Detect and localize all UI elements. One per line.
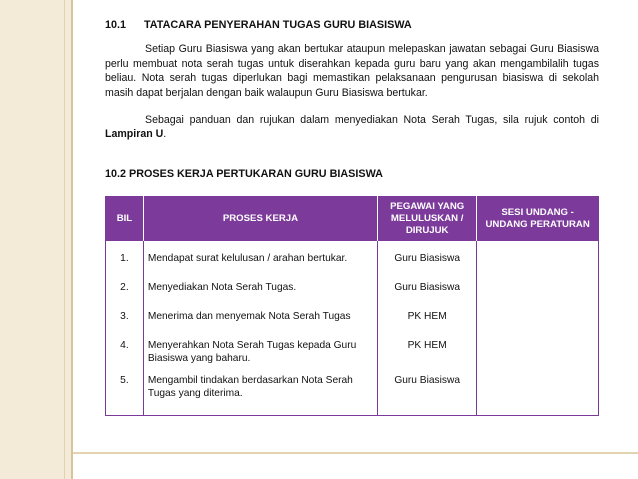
table-row xyxy=(106,375,599,416)
cell-sesi xyxy=(477,375,599,416)
table-row xyxy=(106,311,599,340)
lampiran-reference: Lampiran U xyxy=(105,128,164,141)
paragraph-2-end: . xyxy=(163,128,167,141)
cell-sesi xyxy=(477,253,599,282)
paragraph-2 xyxy=(105,113,599,142)
cell-proses: Mendapat surat kelulusan / arahan bertukar. xyxy=(143,253,377,282)
header-pegawai: PEGAWAI YANG MELULUSKAN / DIRUJUK xyxy=(378,197,477,242)
cell-bil: 5. xyxy=(106,375,144,416)
cell-pegawai: Guru Biasiswa xyxy=(378,282,477,311)
cell-pegawai: Guru Biasiswa xyxy=(378,375,477,416)
cell-sesi xyxy=(477,311,599,340)
section-number: 10.1 xyxy=(105,19,127,31)
left-border-line xyxy=(64,0,65,479)
slide-bottom-line xyxy=(73,452,638,454)
table-row xyxy=(106,253,599,282)
header-bil: BIL xyxy=(106,197,144,242)
section-title: TATACARA PENYERAHAN TUGAS GURU BIASISWA xyxy=(144,19,412,31)
process-table xyxy=(105,196,599,416)
cell-sesi xyxy=(477,340,599,375)
cell-bil: 1. xyxy=(106,253,144,282)
spacer-cell xyxy=(106,241,144,253)
cell-proses: Mengambil tindakan berdasarkan Nota Serah Tugas yang diterima. xyxy=(143,375,377,416)
paragraph-2-text: Sebagai panduan dan rujukan dalam menyediakan Nota Serah Tugas, sila rujuk contoh di xyxy=(145,114,599,127)
spacer-cell xyxy=(477,241,599,253)
table-row xyxy=(106,340,599,375)
cell-bil: 3. xyxy=(106,311,144,340)
document-content xyxy=(105,18,599,416)
cell-sesi xyxy=(477,282,599,311)
header-sesi-undang: SESI UNDANG - UNDANG PERATURAN xyxy=(477,197,599,242)
table-header-row xyxy=(106,197,599,242)
paragraph-1: Setiap Guru Biasiswa yang akan bertukar ataupun melepaskan jawatan sebagai Guru Biasiswa perlu membuat nota serah tugas untuk diserahkan kepada guru baru yang akan mengambilalih tugas beliau. Nota serah tugas diperlukan bagi memastikan pelaksanaan pengurusan biasiswa di sekolah masih dapat berjalan dengan baik walaupun Guru Biasiswa bertukar. xyxy=(105,43,599,99)
table-spacer-row xyxy=(106,241,599,253)
section-heading-10-1 xyxy=(105,18,599,32)
cell-pegawai: Guru Biasiswa xyxy=(378,253,477,282)
cell-bil: 2. xyxy=(106,282,144,311)
spacer-cell xyxy=(143,241,377,253)
cell-pegawai: PK HEM xyxy=(378,340,477,375)
cell-bil: 4. xyxy=(106,340,144,375)
header-proses-kerja: PROSES KERJA xyxy=(143,197,377,242)
cell-proses: Menyerahkan Nota Serah Tugas kepada Guru Biasiswa yang baharu. xyxy=(143,340,377,375)
spacer-cell xyxy=(378,241,477,253)
cell-proses: Menerima dan menyemak Nota Serah Tugas xyxy=(143,311,377,340)
section-heading-10-2: 10.2 PROSES KERJA PERTUKARAN GURU BIASISWA xyxy=(105,167,383,180)
table-row xyxy=(106,282,599,311)
slide-left-border xyxy=(0,0,73,479)
cell-proses: Menyediakan Nota Serah Tugas. xyxy=(143,282,377,311)
cell-pegawai: PK HEM xyxy=(378,311,477,340)
